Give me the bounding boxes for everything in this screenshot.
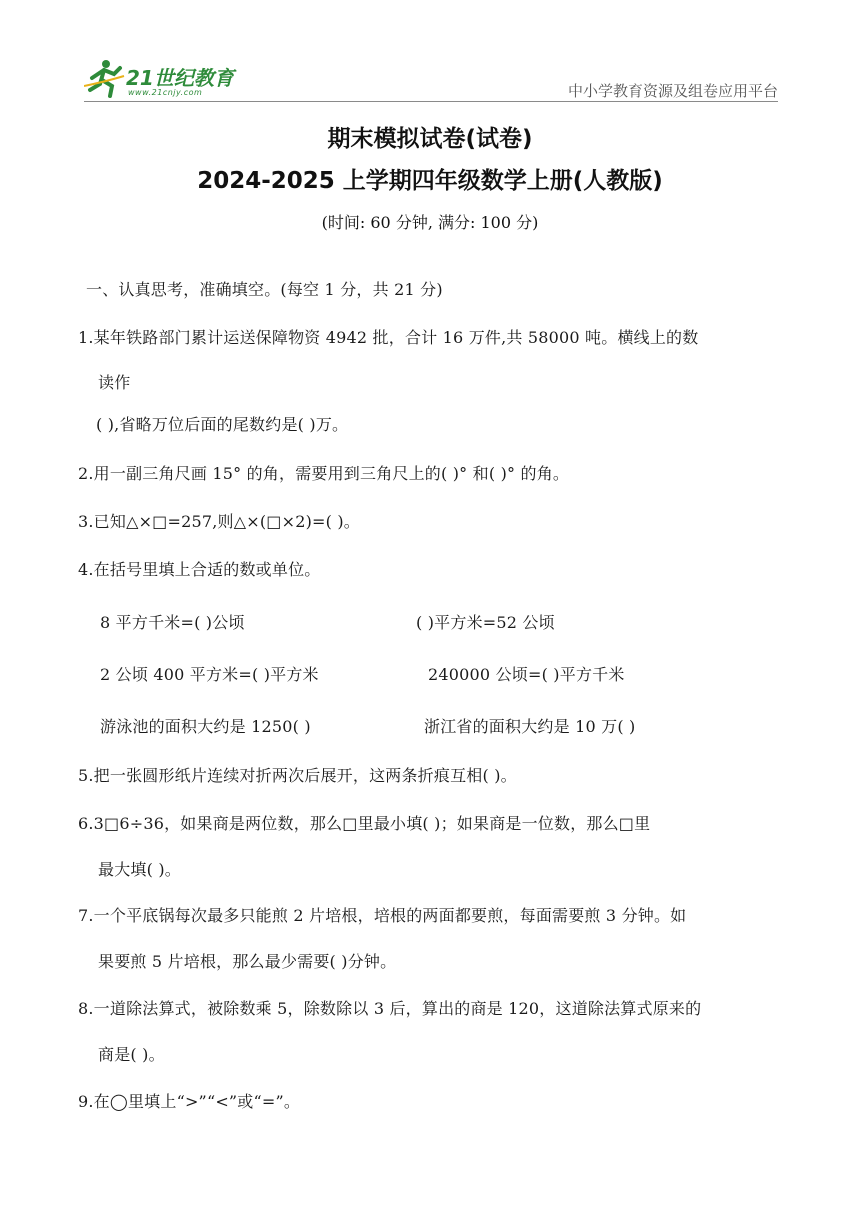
question-7-line-2: 果要煎 5 片培根，那么最少需要( )分钟。: [98, 952, 397, 971]
logo-url: www.21cnjy.com: [128, 88, 203, 97]
question-4-item-5: 游泳池的面积大约是 1250( ): [100, 717, 311, 736]
question-4-item-3: 2 公顷 400 平方米=( )平方米: [100, 665, 319, 684]
question-9: 9.在◯里填上“>”“<”或“=”。: [78, 1092, 301, 1111]
header-divider: [84, 101, 778, 102]
question-5: 5.把一张圆形纸片连续对折两次后展开，这两条折痕互相( )。: [78, 766, 517, 785]
exam-subtitle: 2024-2025 上学期四年级数学上册(人教版): [197, 168, 663, 194]
question-4-item-4: 240000 公顷=( )平方千米: [428, 665, 625, 684]
question-6-line-1: 6.3□6÷36，如果商是两位数，那么□里最小填( )；如果商是一位数，那么□里: [78, 814, 651, 833]
question-6-line-2: 最大填( )。: [98, 860, 181, 879]
question-1-line-2: 读作: [98, 373, 131, 392]
platform-name: 中小学教育资源及组卷应用平台: [567, 82, 778, 100]
question-1-line-1: 1.某年铁路部门累计运送保障物资 4942 批，合计 16 万件,共 58000 吨。横线上的数: [78, 328, 699, 347]
section-heading: 一、认真思考，准确填空。(每空 1 分，共 21 分): [86, 280, 443, 299]
exam-time-info: (时间: 60 分钟, 满分: 100 分): [321, 213, 539, 232]
question-8-line-2: 商是( )。: [98, 1045, 165, 1064]
question-4-item-2: ( )平方米=52 公顷: [416, 613, 555, 632]
question-4-item-1: 8 平方千米=( )公顷: [100, 613, 245, 632]
exam-title: 期末模拟试卷(试卷): [327, 126, 533, 152]
question-8-line-1: 8.一道除法算式，被除数乘 5，除数除以 3 后，算出的商是 120，这道除法算式原来的: [78, 999, 702, 1018]
question-1-line-3: ( ),省略万位后面的尾数约是( )万。: [96, 415, 349, 434]
question-2: 2.用一副三角尺画 15° 的角，需要用到三角尺上的( )° 和( )° 的角。: [78, 464, 570, 483]
question-7-line-1: 7.一个平底锅每次最多只能煎 2 片培根，培根的两面都要煎，每面需要煎 3 分钟。如: [78, 906, 687, 925]
logo-text: 21世纪教育: [126, 66, 234, 90]
question-4-item-6: 浙江省的面积大约是 10 万( ): [424, 717, 636, 736]
question-3: 3.已知△×□=257,则△×(□×2)=( )。: [78, 512, 361, 531]
question-4-stem: 4.在括号里填上合适的数或单位。: [78, 560, 321, 579]
